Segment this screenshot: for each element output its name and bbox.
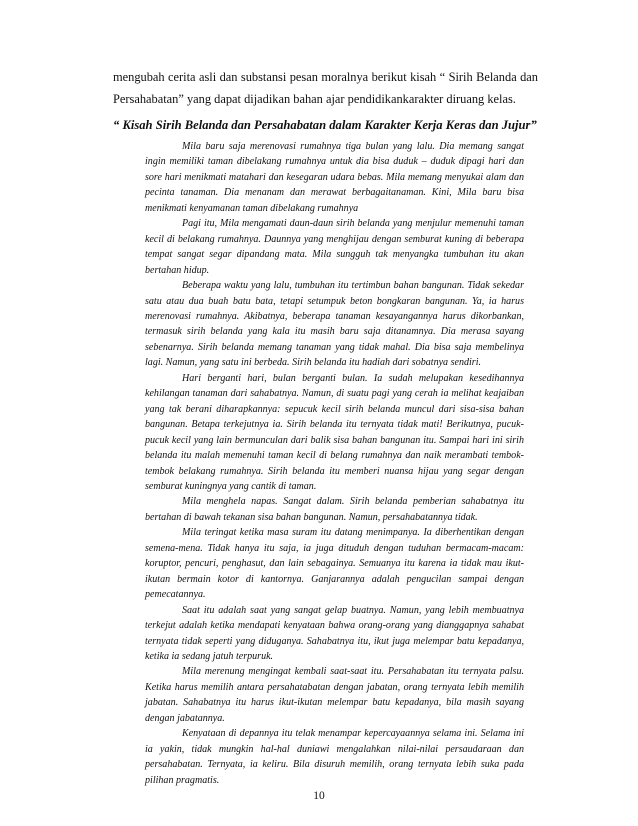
story-paragraph: Mila menghela napas. Sangat dalam. Sirih belanda pemberian sahabatnya itu bertahan di bawah tekanan sisa bahan bangunan. Namun, persahabatannya tidak. — [145, 496, 524, 523]
intro-text: mengubah cerita asli dan substansi pesan moralnya berikut kisah “ Sirih Belanda dan Persahabatan” yang dapat dijadikan bahan ajar pendidikankarakter diruang kelas. — [113, 70, 538, 106]
story-title: “ Kisah Sirih Belanda dan Persahabatan dalam Karakter Kerja Keras dan Jujur” — [113, 118, 537, 132]
intro-paragraph — [113, 66, 538, 110]
page-number: 10 — [313, 790, 325, 802]
story-paragraph: Mila baru saja merenovasi rumahnya tiga bulan yang lalu. Dia memang sangat ingin memiliki taman dibelakang rumahnya untuk dia bisa duduk – duduk dipagi hari dan sore hari menikmati matahari dan kesegaran udara bebas. Mila memang menyukai alam dan pecinta tanaman. Dia menanam dan merawat berbagaitanaman. Kini, Mila baru bisa menikmati kenyamanan taman dibelakang rumahnya — [145, 141, 524, 214]
story-paragraph: Mila merenung mengingat kembali saat-saat itu. Persahabatan itu ternyata palsu. Ketika harus memilih antara persahatabatan dengan jabatan, orang ternyata lebih memilih jabatan. Sahabatnya itu harus ikut-ikutan melempar batu kepadanya, bila masih sayang dengan jabatannya. — [145, 666, 524, 724]
story-paragraph: Mila teringat ketika masa suram itu datang menimpanya. Ia diberhentikan dengan semena-mena. Tidak hanya itu saja, ia juga dituduh dengan tuduhan bermacam-macam: koruptor, pencuri, penghasut, dan lain sebagainya. Semuanya itu karena ia tidak mau ikut-ikutan bermain kotor di kantornya. Ganjarannya adalah pengucilan sampai dengan pemecatannya. — [145, 527, 524, 601]
story-paragraph: Hari berganti hari, bulan berganti bulan. Ia sudah melupakan kesedihannya kehilangan tanaman dari sahabatnya. Namun, di suatu pagi yang cerah ia melihat keajaiban yang tak berani diharapkannya: sepucuk kecil sirih belanda muncul dari sisa-sisa bahan bangunan. Betapa terkejutnya ia. Sirih belanda itu ternyata tidak mati! Berikutnya, pucuk-pucuk kecil yang lain bermunculan dari balik sisa bahan bangunan itu. Sampai hari ini sirih belanda itu malah memenuhi taman kecil di belang rumahnya dan naik merambati tembok-tembok belakang rumahnya. Sirih belanda itu memberi nuansa hijau yang segar dengan semburat kuningnya yang cantik di taman. — [145, 372, 524, 492]
story-paragraph: Beberapa waktu yang lalu, tumbuhan itu tertimbun bahan bangunan. Tidak sekedar satu atau dua buah batu bata, tetapi setumpuk beton bongkaran bangunan. Ya, ia harus merenovasi rumahnya. Akibatnya, beberapa tanaman kesayangannya harus dikorbankan, termasuk sirih belanda yang kala itu masih baru saja ditanamnya. Dia merasa sayang sebenarnya. Sirih belanda memang tanaman yang tidak mahal. Dia bisa saja membelinya lagi. Namun, yang satu ini berbeda. Sirih belanda itu hadiah dari sobatnya sendiri. — [145, 280, 524, 369]
story-body — [145, 139, 524, 788]
story-paragraph: Pagi itu, Mila mengamati daun-daun sirih belanda yang menjulur memenuhi taman kecil di belakang rumahnya. Daunnya yang menghijau dengan semburat kuning di beberapa tempat sangat segar dipandang mata. Mila sungguh tak menyangka tumbuhan itu akan bertahan hidup. — [145, 218, 524, 276]
story-paragraph: Kenyataan di depannya itu telak menampar kepercayaannya selama ini. Selama ini ia yakin, tidak mungkin hal-hal duniawi mengalahkan nilai-nilai persaudaraan dan persahabatan. Ternyata, ia keliru. Bila disuruh memilih, orang ternyata lebih suka pada pilihan pragmatis. — [145, 728, 524, 786]
story-paragraph: Saat itu adalah saat yang sangat gelap buatnya. Namun, yang lebih membuatnya terkejut adalah ketika mendapati kenyataan bahwa orang-orang yang dianggapnya sahabat ternyata tidak seperti yang diduganya. Sahabatnya itu, ikut juga melempar batu kepadanya, ketika ia sedang jatuh terpuruk. — [145, 604, 524, 662]
